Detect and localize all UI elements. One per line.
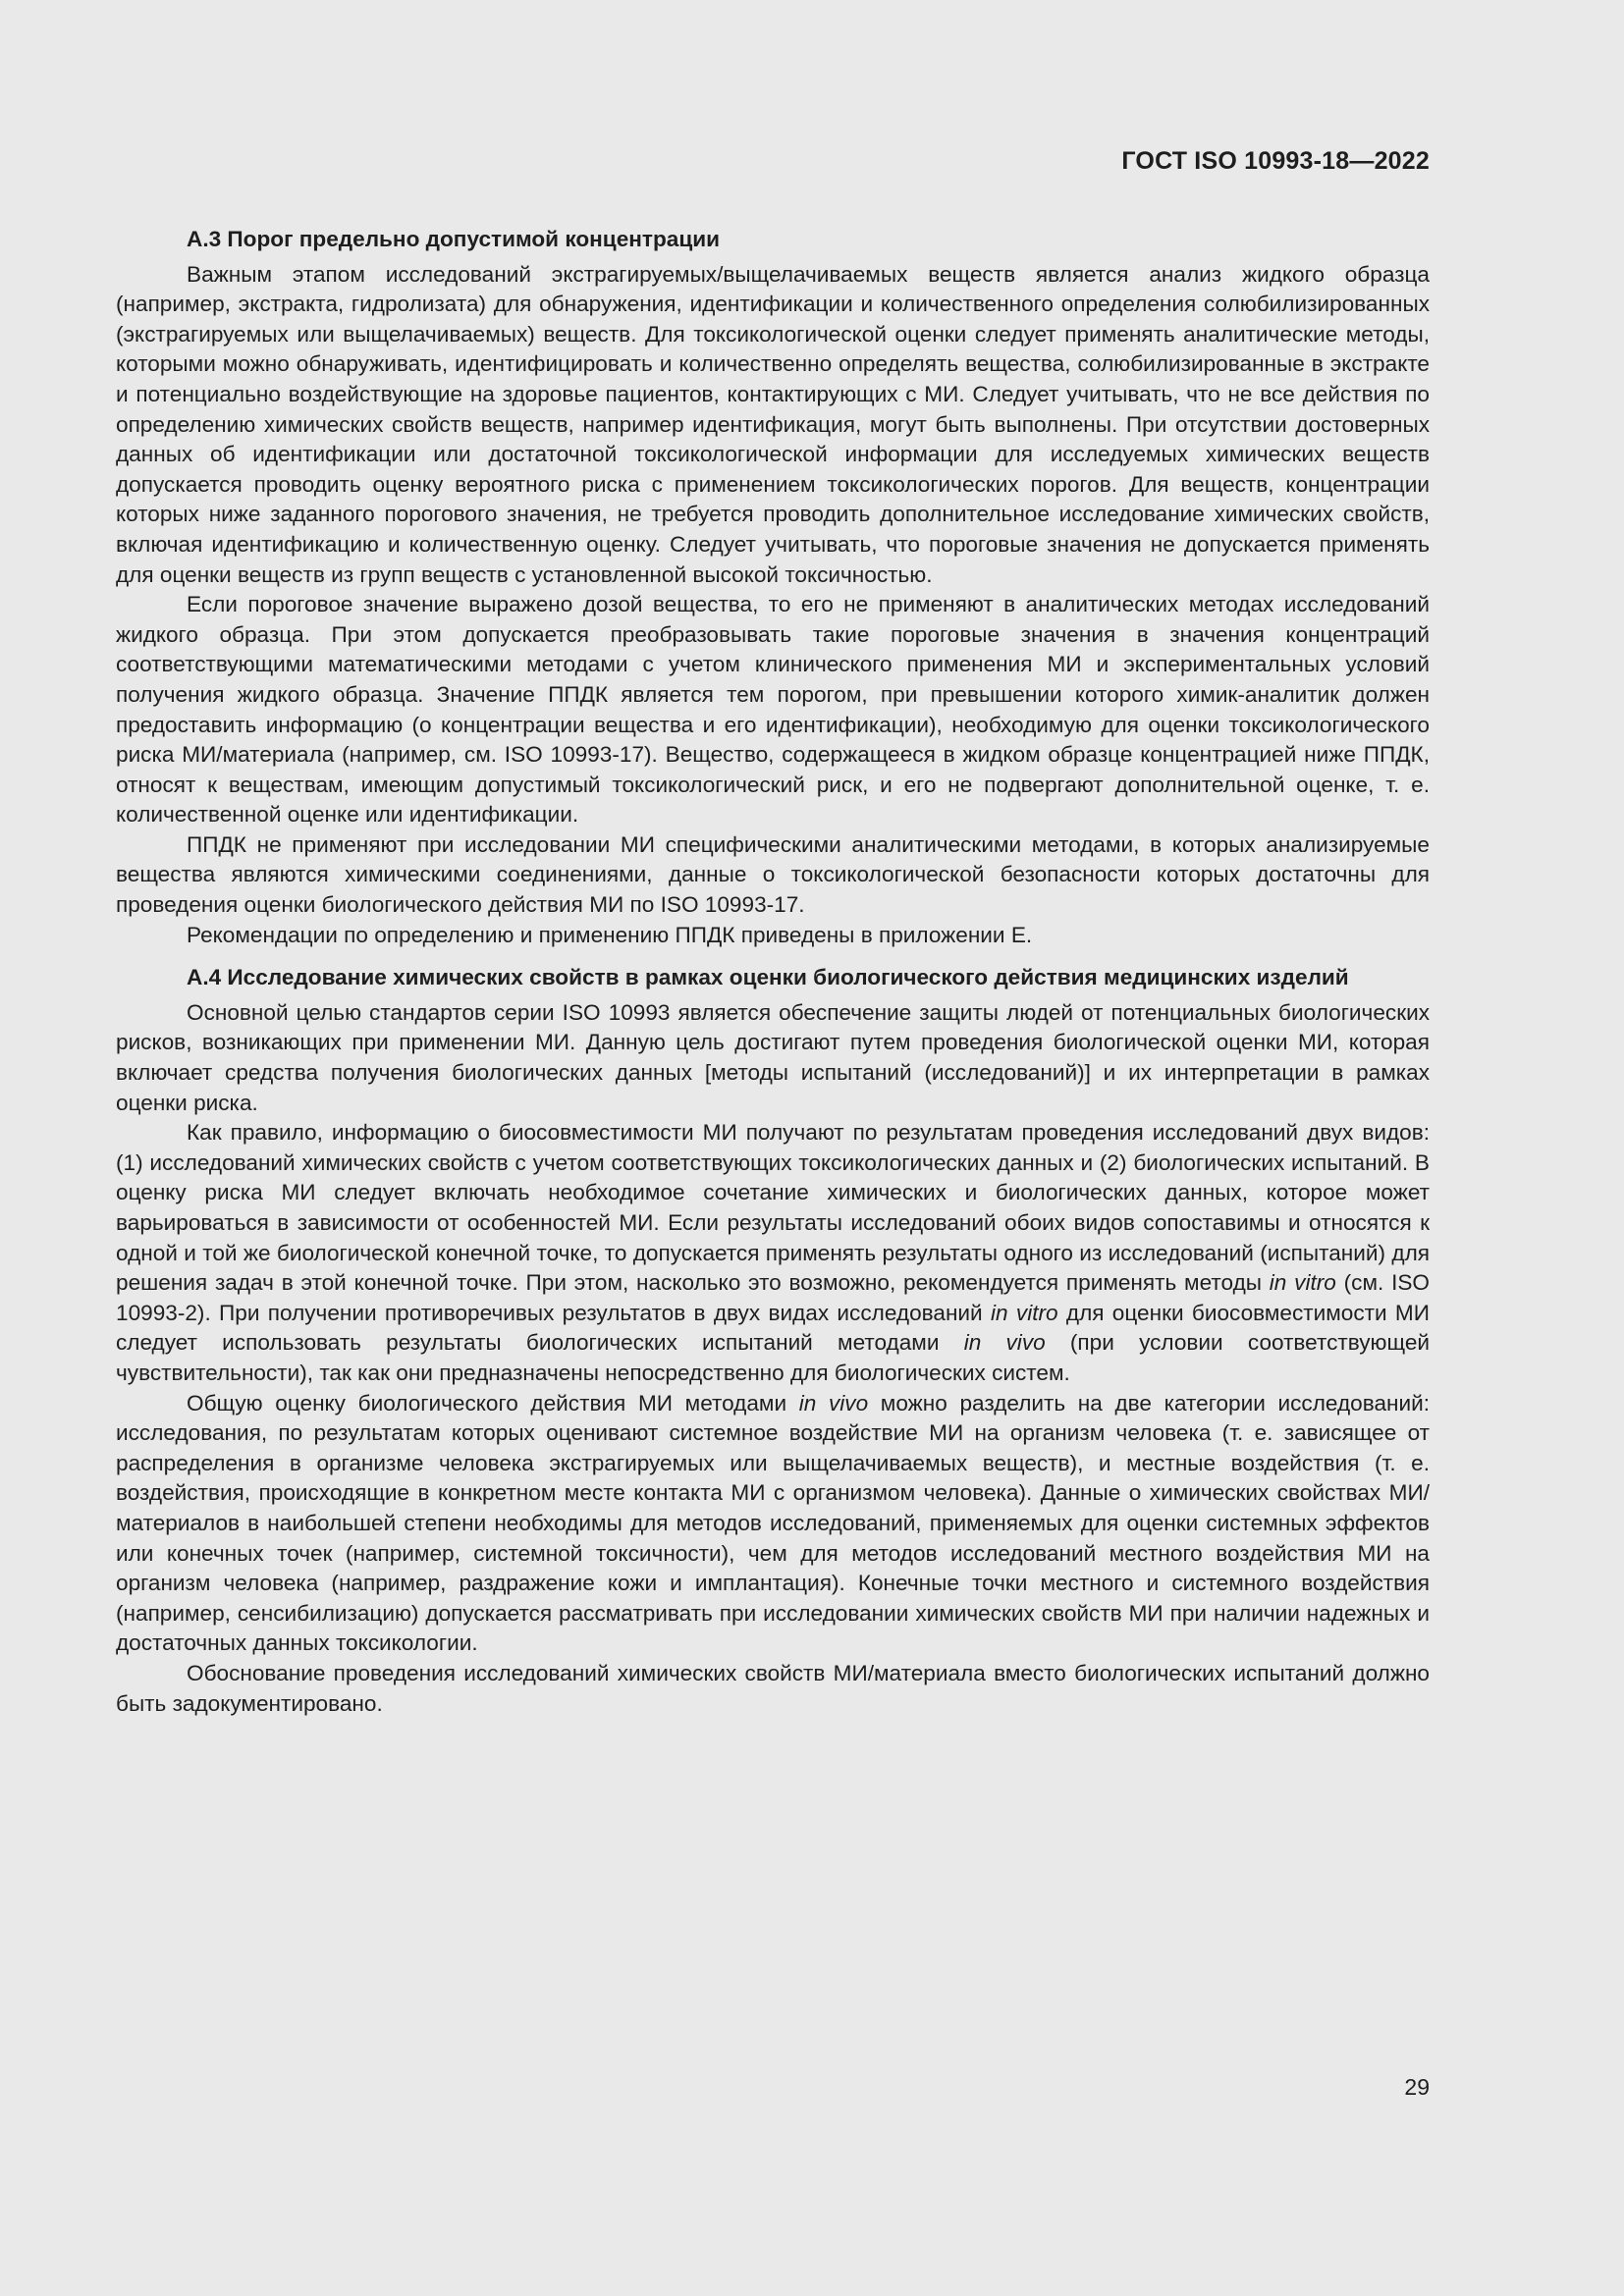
- latin-term: in vivo: [963, 1330, 1046, 1356]
- paragraph: [116, 1389, 1430, 1659]
- standard-header: ГОСТ ISO 10993-18—2022: [1121, 147, 1430, 175]
- paragraph: Важным этапом исследований экстрагируемых/выщелачиваемых веществ является анализ жидкого образца (например, экстракта, гидролизата) для обнаружения, идентификации и количественного определения солюбилизированных (экстрагируемых или выщелачиваемых) веществ. Для токсикологической оценки следует применять аналитические методы, которыми можно обнаруживать, идентифицировать и количественно определять вещества, солюбилизированные в экстракте и потенциально воздействующие на здоровье пациентов, контактирующих с МИ. Следует учитывать, что не все действия по определению химических свойств веществ, например идентификация, могут быть выполнены. При отсутствии достоверных данных об идентификации или достаточной токсикологической информации для исследуемых химических веществ допускается проводить оценку вероятного риска с применением токсикологических порогов. Для веществ, концентрации которых ниже заданного порогового значения, не требуется проводить дополнительное исследование химических свойств, включая идентификацию и количественную оценку. Следует учитывать, что пороговые значения не допускается применять для оценки веществ из групп веществ с установленной высокой токсичностью.: [116, 261, 1430, 587]
- paragraph-text: Основной целью стандартов серии ISO 10993 является обеспечение защиты людей от потенциальных биологических рисков, возникающих при применении МИ. Данную цель достигают путем проведения биологической оценки МИ, которая включает средства получения биологических данных [методы испытаний (исследований)] и их интерпретации в рамках оценки риска.: [116, 999, 1430, 1115]
- latin-term: in vitro: [991, 1300, 1058, 1325]
- paragraph: [116, 998, 1430, 1118]
- section-heading-a3: А.3 Порог предельно допустимой концентрации: [187, 227, 721, 251]
- paragraph: Рекомендации по определению и применению ППДК приведены в приложении Е.: [187, 922, 1033, 947]
- paragraph-text: для оценки биосовместимости МИ следует использовать результаты биологических испытаний методами: [116, 1300, 1430, 1356]
- latin-term: in vitro: [1269, 1270, 1336, 1296]
- paragraph: [116, 1659, 1430, 1719]
- section-heading-a4: А.4 Исследование химических свойств в рамках оценки биологического действия медицинских изделий: [187, 965, 1349, 990]
- paragraph-text: (см. ISO 10993-2). При получении противоречивых результатов в двух видах исследований: [116, 1270, 1431, 1325]
- paragraph-text: (при условии соответствующей чувствительности), так как они предназначены непосредственно для биологических систем.: [116, 1330, 1431, 1385]
- paragraph: ППДК не применяют при исследовании МИ специфическими аналитическими методами, в которых анализируемые вещества являются химическими соединениями, данные о токсикологической безопасности которых достаточны для проведения оценки биологического действия МИ по ISO 10993-17.: [116, 831, 1430, 918]
- document-page: [116, 0, 1430, 2296]
- paragraph-text: Обоснование проведения исследований химических свойств МИ/материала вместо биологических испытаний должно быть задокументировано.: [116, 1660, 1430, 1716]
- paragraph-text: Как правило, информацию о биосовместимости МИ получают по результатам проведения исследований двух видов: (1) исследований химических свойств с учетом соответствующих токсикологических данных и (2) биологических испытаний. В оценку риска МИ следует включать необходимое сочетание химических и биологических данных, которое может варьироваться в зависимости от особенностей МИ. Если результаты исследований обоих видов сопоставимы и относятся к одной и той же биологической конечной точке, то допускается применять результаты одного из исследований (испытаний) для решения задач в этой конечной точке. При этом, насколько это возможно, рекомендуется применять методы: [116, 1120, 1430, 1296]
- paragraph: Если пороговое значение выражено дозой вещества, то его не применяют в аналитических методах исследований жидкого образца. При этом допускается преобразовывать такие пороговые значения в значения концентраций соответствующими математическими методами с учетом клинического применения МИ и экспериментальных условий получения жидкого образца. Значение ППДК является тем порогом, при превышении которого химик-аналитик должен предоставить информацию (о концентрации вещества и его идентификации), необходимую для оценки токсикологического риска МИ/материала (например, см. ISO 10993-17). Вещество, содержащееся в жидком образце концентрацией ниже ППДК, относят к веществам, имеющим допустимый токсикологический риск, и его не подвергают дополнительной оценке, т. е. количественной оценке или идентификации.: [116, 592, 1430, 828]
- latin-term: in vivo: [798, 1390, 869, 1415]
- page-number: 29: [1404, 2074, 1430, 2100]
- paragraph-text: можно разделить на две категории исследований: исследования, по результатам которых оценивают системное воздействие МИ на организм человека (т. е. зависящее от распределения в организме человека экстрагируемых или выщелачиваемых веществ), и местные воздействия (т. е. воздействия, происходящие в конкретном месте контакта МИ с организмом человека). Данные о химических свойствах МИ/материалов в наибольшей степени необходимы для методов исследований, применяемых для оценки системных эффектов или конечных точек (например, системной токсичности), чем для методов исследований местного воздействия МИ на организм человека (например, раздражение кожи и имплантация). Конечные точки местного и системного воздействия (например, сенсибилизацию) допускается рассматривать при исследовании химических свойств МИ при наличии надежных и достаточных данных токсикологии.: [116, 1390, 1431, 1656]
- paragraph-text: Общую оценку биологического действия МИ методами: [187, 1390, 799, 1415]
- document-body: [116, 225, 1430, 1719]
- paragraph: [116, 1118, 1430, 1388]
